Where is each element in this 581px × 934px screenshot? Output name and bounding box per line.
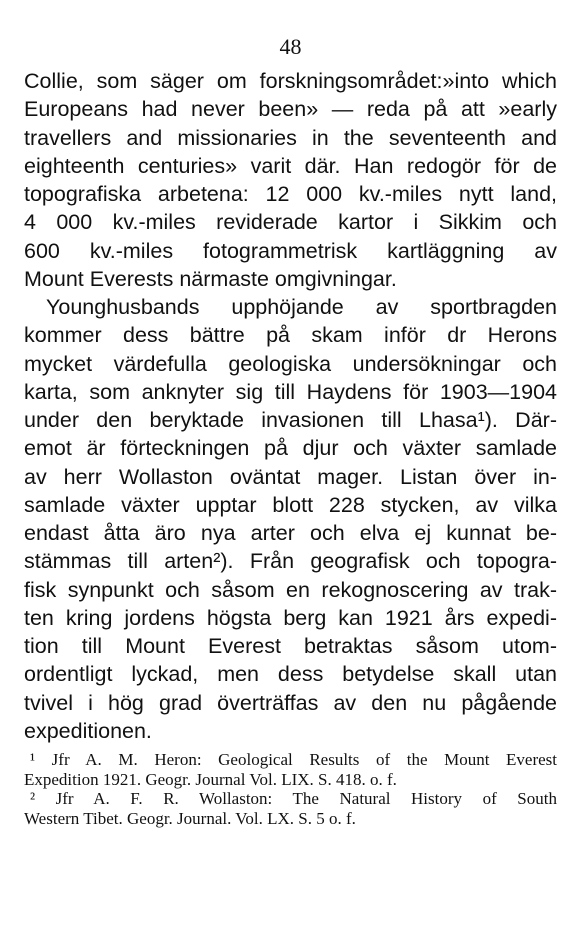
text-line: mycket värdefulla geologiska undersökningar och bbox=[24, 351, 557, 376]
footnote-line: Expedition 1921. Geogr. Journal Vol. LIX. S. 418. o. f. bbox=[24, 769, 397, 789]
paragraph-2 bbox=[24, 293, 557, 745]
text-line: travellers and missionaries in the seventeenth and bbox=[24, 125, 557, 150]
text-line: karta, som anknyter sig till Haydens för 1903—1904 bbox=[24, 379, 557, 404]
text-line: emot är förteckningen på djur och växter samlade bbox=[24, 436, 557, 461]
text-line: fisk synpunkt och såsom en rekognoscering av trak- bbox=[24, 577, 557, 602]
text-line: Europeans had never been» — reda på att »early bbox=[24, 97, 557, 122]
text-line: under den beryktade invasionen till Lhasa¹). Där- bbox=[24, 408, 557, 432]
text-line: stämmas till arten²). Från geografisk och topogra- bbox=[24, 549, 557, 574]
paragraph-1 bbox=[24, 67, 557, 293]
footnote-line: ² Jfr A. F. R. Wollaston: The Natural History of South bbox=[30, 789, 557, 808]
text-line: Mount Everests närmaste omgivningar. bbox=[24, 266, 397, 291]
text-line: kommer dess bättre på skam inför dr Herons bbox=[24, 323, 557, 348]
text-line: expeditionen. bbox=[24, 718, 152, 743]
footnote-2 bbox=[24, 789, 557, 828]
text-line: 600 kv.-miles fotogrammetrisk kartläggning av bbox=[24, 238, 557, 263]
footnote-line: Western Tibet. Geogr. Journal. Vol. LX. S. 5 o. f. bbox=[24, 808, 356, 828]
text-line: samlade växter upptar blott 228 stycken, av vilka bbox=[24, 492, 557, 517]
text-line: tvivel i hög grad överträffas av den nu pågående bbox=[24, 690, 557, 715]
text-line: tion till Mount Everest betraktas såsom utom- bbox=[24, 634, 557, 658]
text-line: eighteenth centuries» varit där. Han redogör för de bbox=[24, 153, 557, 178]
book-page bbox=[24, 0, 557, 934]
text-line: 4 000 kv.-miles reviderade kartor i Sikkim och bbox=[24, 210, 557, 235]
text-line: ten kring jordens högsta berg kan 1921 års expedi- bbox=[24, 605, 557, 630]
text-line: av herr Wollaston oväntat mager. Listan över in- bbox=[24, 464, 557, 489]
text-line: Collie, som säger om forskningsområdet:»into which bbox=[24, 69, 557, 93]
footnotes bbox=[24, 750, 557, 828]
text-line: topografiska arbetena: 12 000 kv.-miles nytt land, bbox=[24, 182, 557, 206]
footnote-line: ¹ Jfr A. M. Heron: Geological Results of the Mount Everest bbox=[30, 750, 557, 769]
text-line: ordentligt lyckad, men dess betydelse skall utan bbox=[24, 662, 557, 687]
footnote-1 bbox=[24, 750, 557, 789]
text-line: endast åtta äro nya arter och elva ej kunnat be- bbox=[24, 521, 557, 545]
page-number: 48 bbox=[279, 34, 302, 59]
body-text bbox=[24, 67, 557, 745]
text-line: Younghusbands upphöjande av sportbragden bbox=[46, 295, 557, 319]
